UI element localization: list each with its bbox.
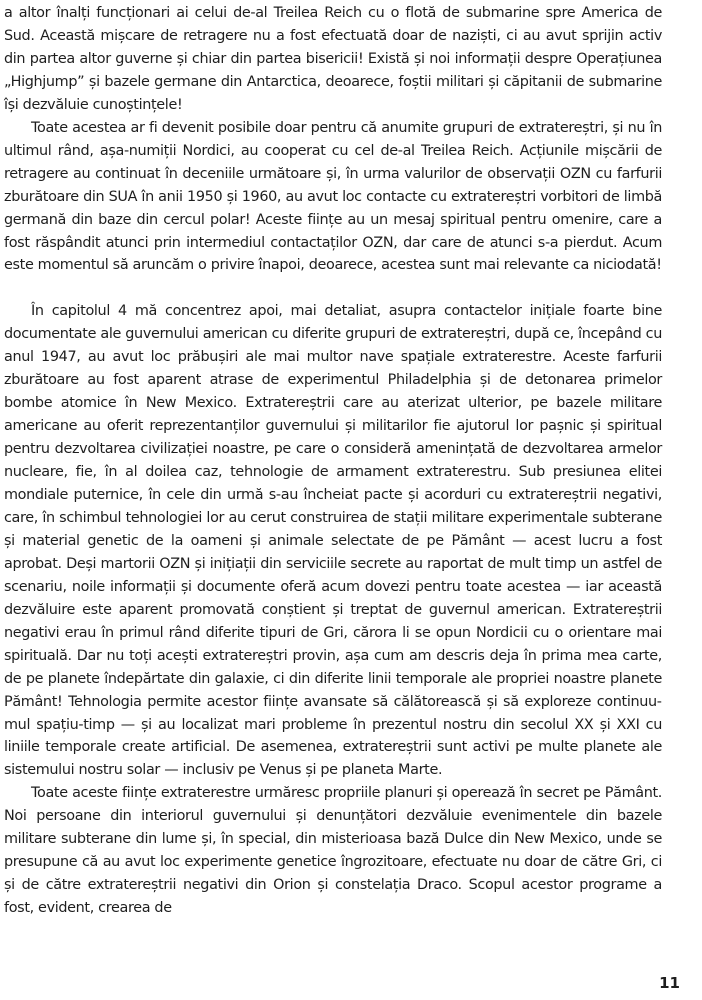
paragraph-chapter-4: În capitolul 4 mă concentrez apoi, mai detaliat, asupra contactelor inițiale foarte bine documentate ale guvernului american cu diferite grupuri de extratereștri, după ce, începând cu anul 1947, au avut loc prăbușiri ale mai multor nave spațiale extraterestre. Aceste farfurii zburătoare au fost aparent atrase de experimentul Philadelphia și de detonarea primelor bombe atomice în New Mexico. Extratereștrii care au aterizat ulterior, pe bazele militare americane au oferit reprezentanților guvernului și militarilor fie ajutorul lor pașnic și spiritual pentru dezvoltarea civilizației noastre, pe care o consideră amenințată de dezvoltarea armelor nucleare, fie, în al doilea caz, tehnologie de armament extraterestru. Sub presiunea elitei mondiale puternice, în cele din urmă s-au încheiat pacte și acorduri cu extratereștrii negativi, care, în schimbul tehnologiei lor au cerut construirea de stații militare experimentale subterane și material genetic de la oameni și animale selectate de pe Pământ — acest lucru a fost aprobat. Deși martorii OZN și inițiații din serviciile secrete au raportat de mult timp un astfel de scenariu, noile informații și documente oferă acum dovezi pentru toate acestea — iar această dezvăluire este aparent promovată conștient și treptat de guvernul american. Extratereștrii negativi erau în primul rând diferite tipuri de Gri, cărora li se opun Nordicii cu o orientare mai spirituală. Dar nu toți acești extratereștri provin, așa cum am descris deja în prima mea carte, de pe planete îndepărtate din galaxie, ci din diferite linii temporale ale propriei noastre planete Pământ! Tehnologia permite acestor ființe avansate să călătorească și să exploreze continuumul spațiu-timp — și au localizat mari probleme în prezentul nostru din secolul XX și XXI cu liniile temporale create artificial. De asemenea, extratereștrii sunt activi pe multe planete ale sistemului nostru solar — inclusiv pe Venus și pe planeta Marte. [4,303,662,779]
paragraph-secret-operations: Toate aceste ființe extraterestre urmăresc propriile planuri și operează în secret pe Pământ. Noi persoane din interiorul guvernului și denunțători dezvăluie evenimentele din bazele militare subterane din lume și, în special, din misterioasa bază Dulce din New Mexico, unde se presupune că au avut loc experimente genetice îngrozitoare, efectuate nu doar de către Gri, ci și de către extratereștrii negativi din Orion și constelația Draco. Scopul acestor programe a fost, evident, crearea de [4,785,662,917]
paragraph-third-reich-cooperation: Toate acestea ar fi devenit posibile doar pentru că anumite grupuri de extratereștri, și nu în ultimul rând, așa-numiții Nordici, au cooperat cu cel de-al Treilea Reich. Acțiunile mișcării de retragere au continuat în deceniile următoare și, în urma valurilor de observații OZN cu farfurii zburătoare din SUA în anii 1950 și 1960, au avut loc contacte cu extratereștri vorbitori de limbă germană din baze din cercul polar! Aceste ființe au un mesaj spiritual pentru omenire, care a fost răspândit atunci prin intermediul contactaților OZN, dar care de atunci s-a pierdut. Acum este momentul să aruncăm o privire înapoi, deoarece, acestea sunt mai relevante ca niciodată! [4,119,662,274]
paragraph-continuation: a altor înalți funcționari ai celui de-al Treilea Reich cu o flotă de submarine spre America de Sud. Această mișcare de retragere nu a fost efectuată doar de naziști, ci au avut sprijin activ din partea altor guverne și chiar din partea bisericii! Există și noi informații despre Operațiunea „Highjump” și bazele germane din Antarctica, deoarece, foștii militari și căpitanii de submarine își dezvăluie cunoștințele! [4,5,662,113]
book-page [4,2,662,920]
page-number: 11 [659,974,680,992]
